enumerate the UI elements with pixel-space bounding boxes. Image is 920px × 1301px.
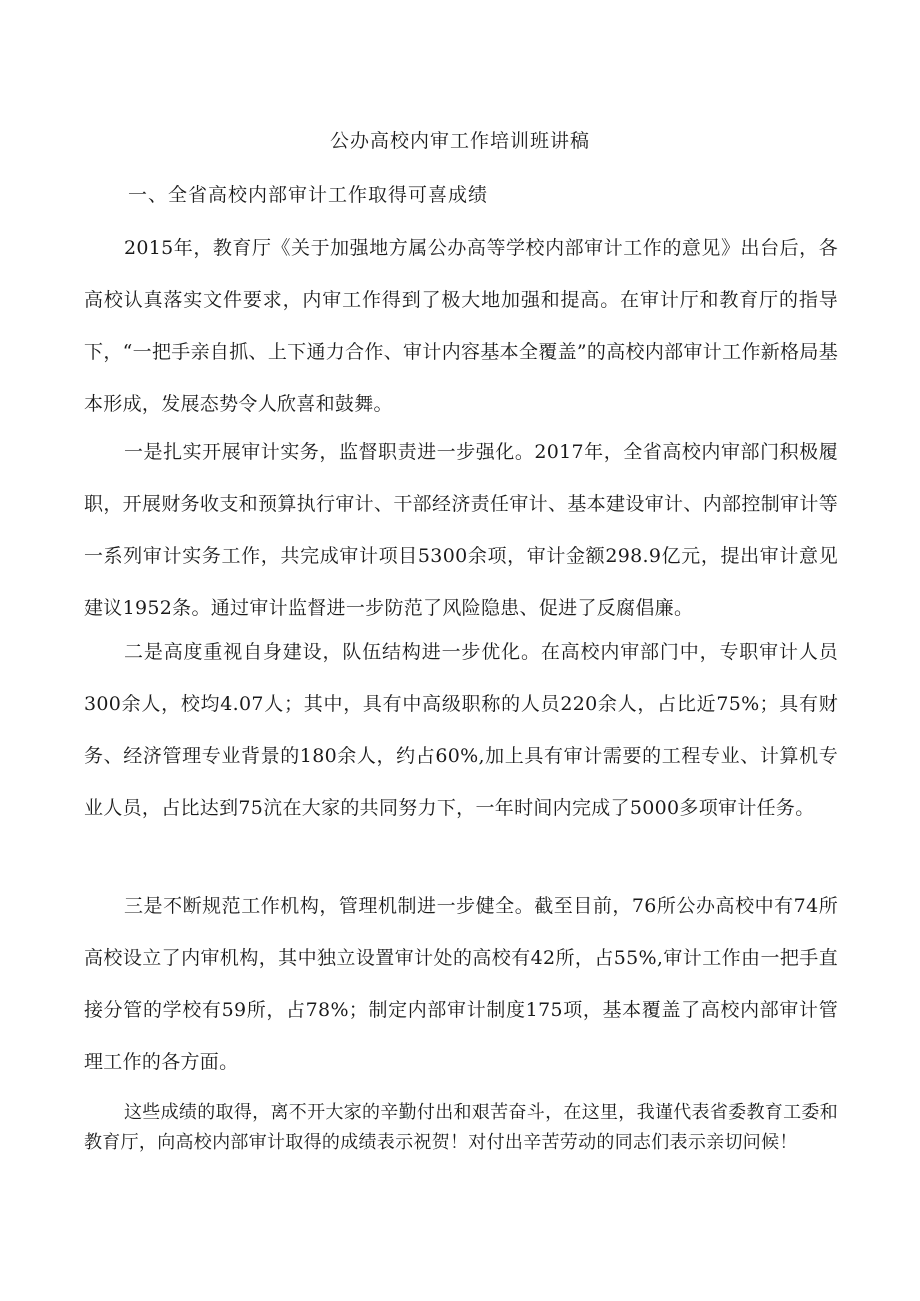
paragraph-closing: 这些成绩的取得，离不开大家的辛勤付出和艰苦奋斗，在这里，我谨代表省委教育工委和教育厅，向高校内部审计取得的成绩表示祝贺！对付出辛苦劳动的同志们表示亲切问候！ [84, 1102, 838, 1153]
paragraph-team-building: 二是高度重视自身建设，队伍结构进一步优化。在高校内审部门中，专职审计人员300余人，校均4.07人；其中，具有中高级职称的人员220余人，占比近75%；具有财务、经济管理专业背景的180余人，约占60%,加上具有审计需要的工程专业、计算机专业人员，占比达到75沆在大家的共同努力下，一年时间内完成了5000多项审计任务。 [84, 641, 838, 819]
paragraph-intro: 2015年，教育厅《关于加强地方属公办高等学校内部审计工作的意见》出台后，各高校认真落实文件要求，内审工作得到了极大地加强和提高。在审计厅和教育厅的指导下，“一把手亲自抓、上下通力合作、审计内容基本全覆盖”的高校内部审计工作新格局基本形成，发展态势令人欣喜和鼓舞。 [84, 237, 838, 415]
paragraph-audit-practice: 一是扎实开展审计实务，监督职责进一步强化。2017年，全省高校内审部门积极履职，开展财务收支和预算执行审计、干部经济责任审计、基本建设审计、内部控制审计等一系列审计实务工作，共完成审计项目5300余项，审计金额298.9亿元，提出审计意见建议1952条。通过审计监督进一步防范了风险隐患、促进了反腐倡廉。 [84, 441, 838, 619]
section-heading: 一、全省高校内部审计工作取得可喜成绩 [128, 184, 489, 206]
paragraph-institutions: 三是不断规范工作机构，管理机制进一步健全。截至目前，76所公办高校中有74所高校设立了内审机构，其中独立设置审计处的高校有42所，占55%,审计工作由一把手直接分管的学校有59所，占78%；制定内部审计制度175项，基本覆盖了高校内部审计管理工作的各方面。 [84, 895, 838, 1073]
document-title: 公办高校内审工作培训班讲稿 [329, 130, 590, 152]
